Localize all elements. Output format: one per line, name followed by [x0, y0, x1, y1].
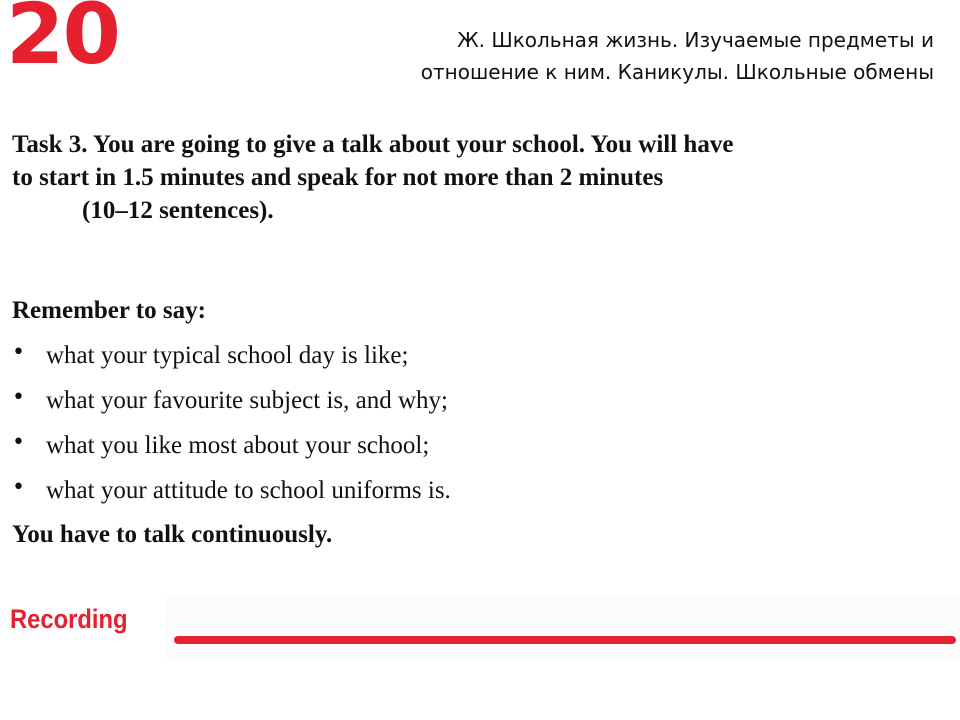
talking-points-list — [12, 338, 451, 518]
topic-line-2: отношение к ним. Каникулы. Школьные обмены — [420, 60, 934, 84]
bullet-icon: • — [12, 340, 25, 365]
recording-label[interactable]: Recording — [10, 604, 128, 634]
talking-point-like-most — [12, 428, 451, 473]
talking-point-uniforms — [12, 473, 451, 518]
task-line-1: Task 3. You are going to give a talk about your school. You will have — [12, 131, 734, 158]
task-line-2: to start in 1.5 minutes and speak for not more than 2 minutes — [12, 164, 664, 191]
talking-point-favourite-subject — [12, 383, 451, 428]
topic-header — [294, 24, 934, 88]
talking-point-text: what your attitude to school uniforms is. — [46, 477, 451, 504]
talking-point-text: what your typical school day is like; — [46, 342, 409, 369]
bullet-icon: • — [12, 475, 25, 500]
task-line-3: (10–12 sentences). — [82, 197, 274, 224]
closing-instruction: You have to talk continuously. — [12, 521, 333, 548]
slide-number: 20 — [6, 0, 119, 83]
talking-point-text: what your favourite subject is, and why; — [46, 387, 448, 414]
bullet-icon: • — [12, 430, 25, 455]
task-instructions — [12, 128, 952, 227]
talking-point-text: what you like most about your school; — [46, 432, 430, 459]
bullet-icon: • — [12, 385, 25, 410]
recording-panel — [166, 598, 960, 660]
remember-heading: Remember to say: — [12, 297, 206, 324]
talking-point-typical-day — [12, 338, 451, 383]
topic-line-1: Ж. Школьная жизнь. Изучаемые предметы и — [457, 28, 934, 52]
recording-progress-bar[interactable] — [174, 636, 956, 644]
